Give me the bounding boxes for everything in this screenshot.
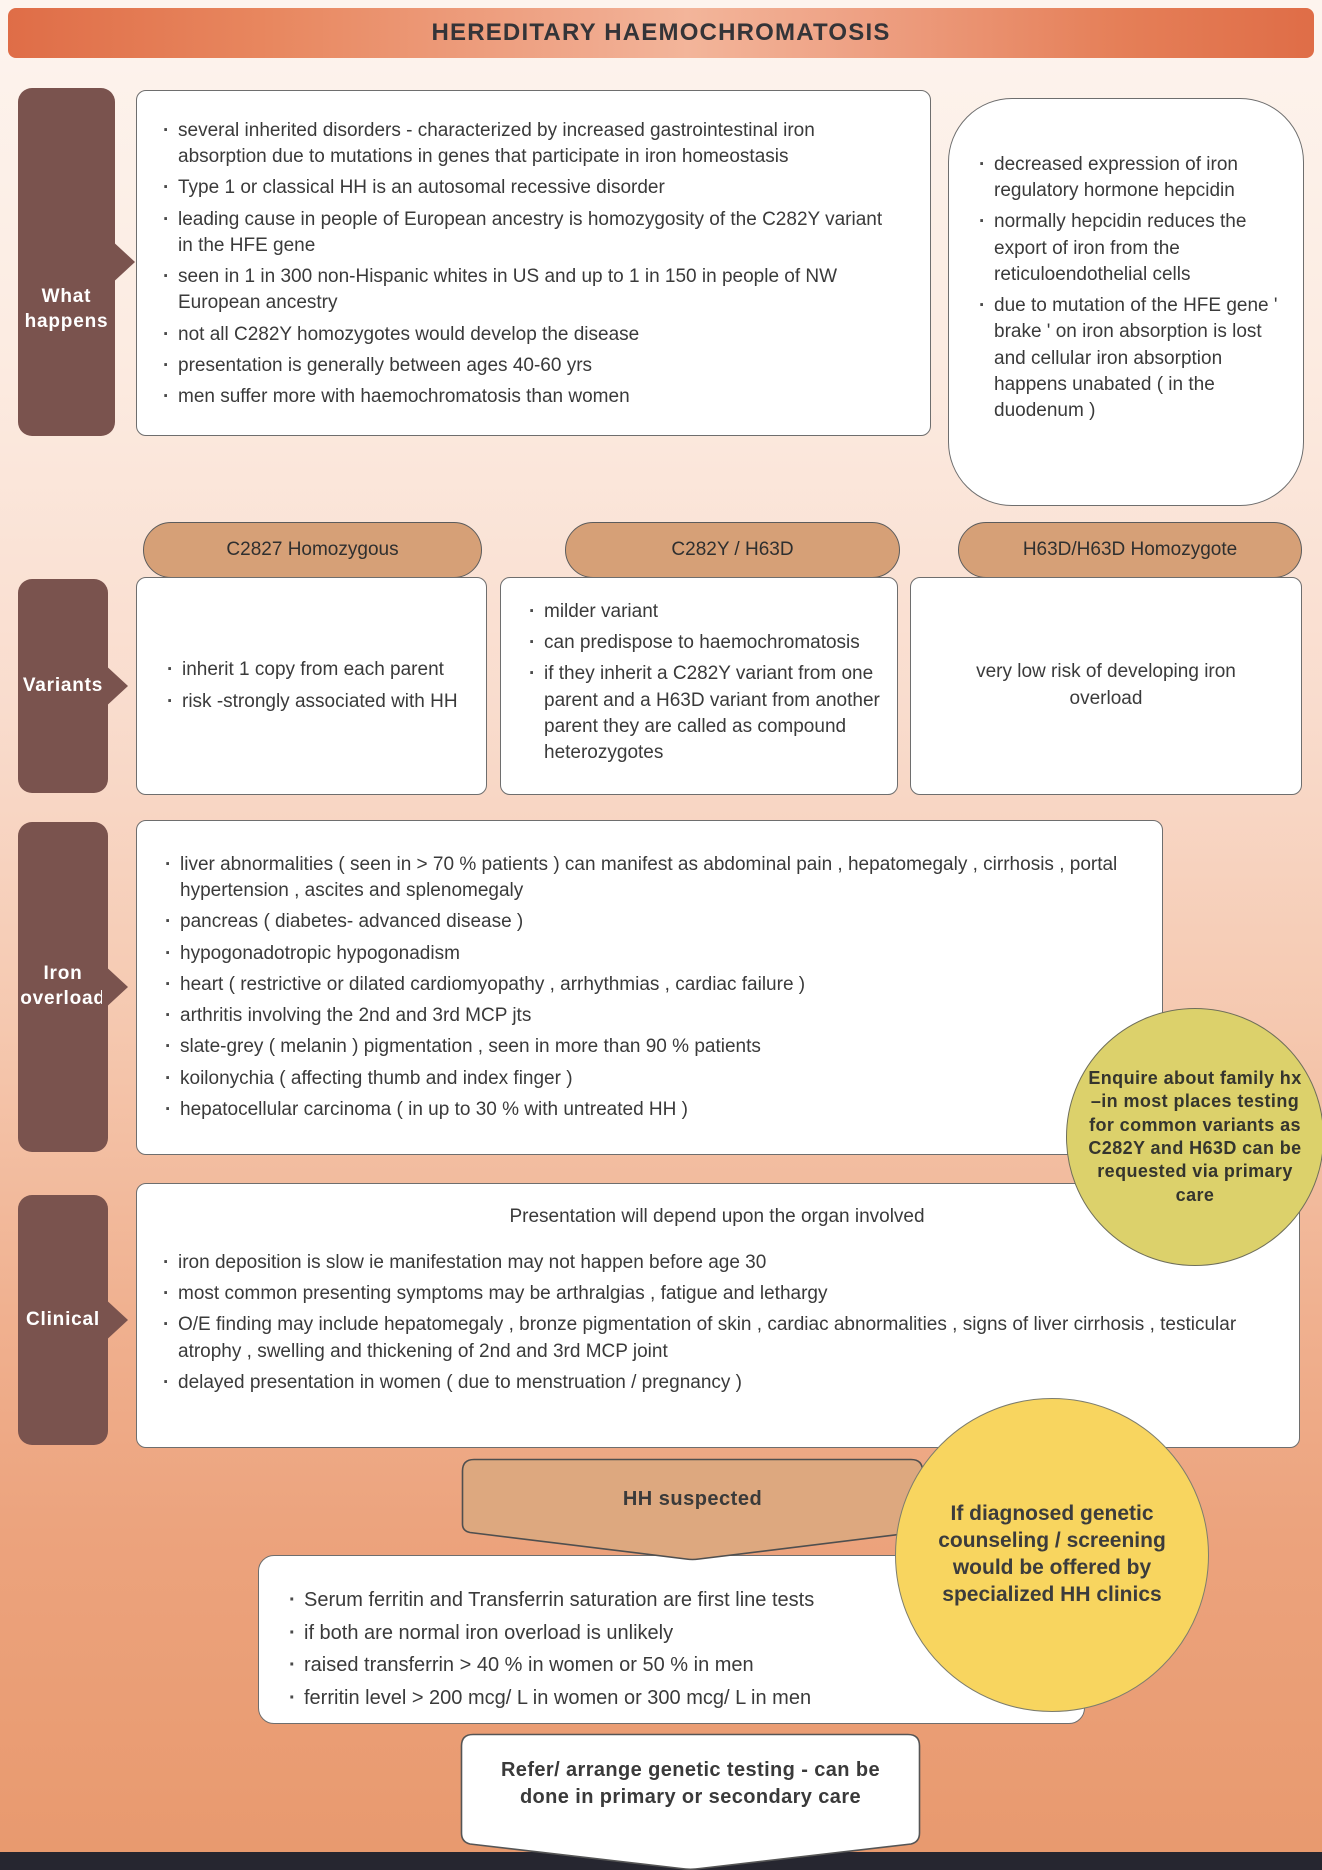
bullet-item: · milder variant [527, 599, 883, 625]
bullet-item: · pancreas ( diabetes- advanced disease ) [163, 909, 1134, 935]
pill-c282y-homozygous [143, 522, 482, 578]
bullet-item: · normally hepcidin reduces the export of iron from the reticuloendothelial cells [977, 209, 1285, 288]
enquire-family-history-note [1066, 1008, 1322, 1266]
section-label-variants [18, 579, 108, 793]
bullet-item: · if they inherit a C282Y variant from one parent and a H63D variant from another parent they are called as compound heterozygotes [527, 661, 883, 766]
bullet-item: · seen in 1 in 300 non-Hispanic whites in US and up to 1 in 150 in people of NW European ancestry [161, 264, 890, 316]
bullet-item: · leading cause in people of European ancestry is homozygosity of the C282Y variant in the HFE gene [161, 207, 890, 259]
iron-overload-panel [136, 820, 1163, 1155]
bullet-item: · arthritis involving the 2nd and 3rd MCP jts [163, 1003, 1134, 1029]
hepcidin-note-bubble [948, 98, 1304, 506]
bullet-item: · koilonychia ( affecting thumb and index finger ) [163, 1066, 1134, 1092]
page-title: HEREDITARY HAEMOCHROMATOSIS [431, 19, 891, 46]
pill-label: C282Y / H63D [671, 539, 794, 560]
bullet-item: · ferritin level > 200 mcg/ L in women or 300 mcg/ L in men [287, 1685, 1064, 1713]
bullet-item: · Type 1 or classical HH is an autosomal recessive disorder [161, 175, 890, 201]
bullet-item: · liver abnormalities ( seen in > 70 % patients ) can manifest as abdominal pain , hepatomegaly , cirrhosis , portal hypertension , ascites and splenomegaly [163, 852, 1134, 904]
bullet-item: · hypogonadotropic hypogonadism [163, 941, 1134, 967]
variants-panel-compound-heterozygote [500, 577, 898, 795]
refer-banner-text: Refer/ arrange genetic testing - can be done in primary or secondary care [500, 1759, 881, 1808]
iron-overload-bullet-list [163, 852, 1134, 1123]
hh-suspected-banner [461, 1458, 924, 1562]
header-banner [8, 8, 1314, 58]
variants-panel-c282y-homozygous [136, 577, 487, 795]
what-happens-panel [136, 90, 931, 436]
section-label-iron-overload [18, 822, 108, 1152]
bullet-item: · delayed presentation in women ( due to menstruation / pregnancy ) [161, 1370, 1273, 1396]
bullet-item: · men suffer more with haemochromatosis than women [161, 384, 890, 410]
variants-panel-h63d-homozygote [910, 577, 1302, 795]
hepcidin-bullet-list [977, 152, 1285, 424]
clinical-bullet-list [161, 1250, 1273, 1396]
section-label-text: Variants [22, 674, 104, 696]
section-label-text: Iron overload [20, 963, 106, 1009]
bullet-item: · Serum ferritin and Transferrin saturation are first line tests [287, 1587, 1064, 1615]
diagnosed-counseling-note [895, 1398, 1209, 1712]
clinical-heading: Presentation will depend upon the organ involved [509, 1206, 925, 1227]
bullet-item: · slate-grey ( melanin ) pigmentation , seen in more than 90 % patients [163, 1034, 1134, 1060]
pill-c282y-h63d [565, 522, 900, 578]
bullet-item: · most common presenting symptoms may be arthralgias , fatigue and lethargy [161, 1281, 1273, 1307]
refer-genetic-testing-banner [460, 1733, 921, 1870]
bullet-item: · inherit 1 copy from each parent [165, 657, 458, 683]
hh-suspected-label: HH suspected [622, 1488, 763, 1510]
bullet-item: · hepatocellular carcinoma ( in up to 30 % with untreated HH ) [163, 1097, 1134, 1123]
section-label-text: Clinical [26, 1308, 100, 1330]
section-label-what-happens [18, 88, 115, 436]
pill-label: H63D/H63D Homozygote [1022, 539, 1238, 560]
variants-panel-text: very low risk of developing iron overload [976, 661, 1236, 709]
bullet-item: · raised transferrin > 40 % in women or 50 % in men [287, 1652, 1064, 1680]
bullet-item: · several inherited disorders - characterized by increased gastrointestinal iron absorption due to mutations in genes that participate in iron homeostasis [161, 118, 890, 170]
bullet-item: · heart ( restrictive or dilated cardiomyopathy , arrhythmias , cardiac failure ) [163, 972, 1134, 998]
pill-h63d-homozygote [958, 522, 1302, 578]
bullet-item: · if both are normal iron overload is unlikely [287, 1620, 1064, 1648]
note-text: If diagnosed genetic counseling / screening would be offered by specialized HH clinics [938, 1502, 1166, 1606]
section-label-clinical [18, 1195, 108, 1445]
section-label-text: What happens [24, 285, 109, 332]
bullet-item: · due to mutation of the HFE gene ' brake ' on iron absorption is lost and cellular iron absorption happens unabated ( in the duodenum ) [977, 293, 1285, 424]
bullet-item: · O/E finding may include hepatomegaly , bronze pigmentation of skin , cardiac abnormalities , signs of liver cirrhosis , testicular atrophy , swelling and thickening of 2nd and 3rd MCP joint [161, 1312, 1273, 1364]
variants-bullet-list [165, 652, 458, 719]
bullet-item: · not all C282Y homozygotes would develop the disease [161, 322, 890, 348]
what-happens-bullet-list [161, 118, 890, 410]
bullet-item: · presentation is generally between ages 40-60 yrs [161, 353, 890, 379]
pill-label: C2827 Homozygous [226, 539, 399, 560]
note-text: Enquire about family hx –in most places testing for common variants as C282Y and H63D can be requested via primary care [1088, 1067, 1302, 1205]
bullet-item: · risk -strongly associated with HH [165, 689, 458, 715]
bullet-item: · can predispose to haemochromatosis [527, 630, 883, 656]
bullet-item: · iron deposition is slow ie manifestation may not happen before age 30 [161, 1250, 1273, 1276]
variants-bullet-list [527, 599, 883, 766]
bullet-item: · decreased expression of iron regulatory hormone hepcidin [977, 152, 1285, 204]
